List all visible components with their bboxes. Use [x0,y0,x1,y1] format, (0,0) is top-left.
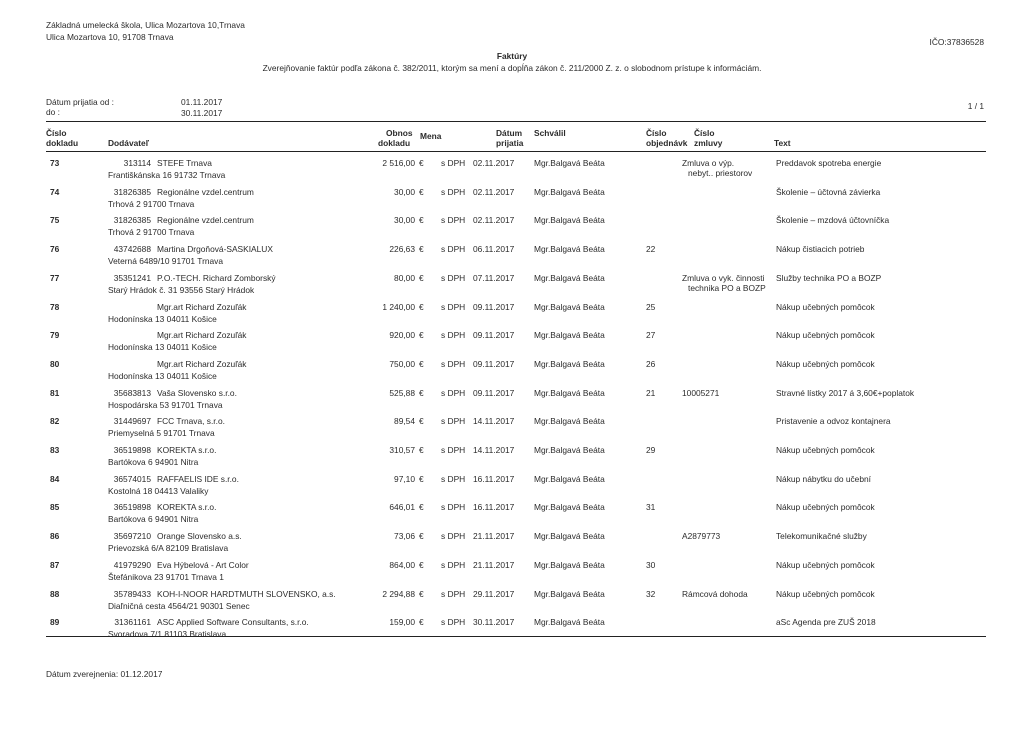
row-supplier-address: Františkánska 16 91732 Trnava [108,170,226,180]
document-title: Faktúry [496,51,528,61]
col-amount-header-2: dokladu [378,138,411,148]
row-invoice-number: 81 [50,387,60,398]
row-invoice-number: 86 [50,531,60,542]
row-description: Nákup nábytku do učební [776,473,871,484]
row-order-number: 31 [646,502,656,513]
row-approved-by: Mgr.Balgavá Beáta [534,330,605,341]
row-approved-by: Mgr.Balgavá Beáta [534,244,605,255]
row-approved-by: Mgr.Balgavá Beáta [534,387,605,398]
row-currency: € [419,502,424,513]
row-amount: 89,54 [394,416,415,427]
row-description: aSc Agenda pre ZUŠ 2018 [776,617,876,628]
row-supplier-address: Bartókova 6 94901 Nitra [108,457,199,467]
row-currency: € [419,531,424,542]
row-description: Školenie – mzdová účtovníčka [776,215,890,226]
row-supplier-name: Eva Hýbelová - Art Color [157,559,249,570]
row-invoice-number: 76 [50,244,60,255]
row-invoice-number: 84 [50,473,60,484]
row-amount: 525,88 [389,387,415,398]
row-amount: 646,01 [389,502,415,513]
row-supplier-name: Mgr.art Richard Zozuľák [157,330,247,341]
row-currency: € [419,330,424,341]
row-received-date: 14.11.2017 [473,445,515,455]
row-invoice-number: 80 [50,358,60,369]
row-order-number: 27 [646,330,656,341]
row-amount: 80,00 [394,272,415,283]
row-received-date: 09.11.2017 [473,387,515,398]
date-from-label: Dátum prijatia od : [46,97,114,107]
row-order-number: 26 [646,358,656,369]
organization-address: Ulica Mozartova 10, 91708 Trnava [46,32,174,42]
row-description: Nákup učebných pomôcok [776,445,875,455]
row-approved-by: Mgr.Balgavá Beáta [534,617,605,628]
header-bottom-rule [46,151,986,152]
row-supplier-name: Vaša Slovensko s.r.o. [157,387,237,398]
col-contract-header-2: zmluvy [694,138,723,148]
row-description: Telekomunikačné služby [776,531,867,542]
row-supplier-address: Štefánikova 23 91701 Trnava 1 [108,571,224,582]
row-supplier-address: Svoradova 7/1 81103 Bratislava [108,629,227,640]
row-amount: 30,00 [394,186,415,197]
row-currency: € [419,272,424,283]
row-currency: € [419,158,424,168]
row-currency: € [419,215,424,226]
row-amount: 226,63 [389,244,415,255]
row-amount: 159,00 [389,617,415,628]
row-supplier-ico: 35789433 [113,588,151,599]
row-supplier-ico: 31361161 [114,617,151,628]
row-order-number: 25 [646,301,656,312]
ico-number: IČO:37836528 [929,37,984,47]
row-supplier-name: Mgr.art Richard Zozuľák [157,358,247,369]
row-invoice-number: 74 [50,186,60,197]
row-description: Nákup učebných pomôcok [776,330,875,341]
row-supplier-ico: 41979290 [113,559,151,570]
row-approved-by: Mgr.Balgavá Beáta [534,301,605,312]
row-invoice-number: 89 [50,617,60,628]
row-supplier-ico: 31826385 [113,215,151,226]
row-received-date: 16.11.2017 [473,502,515,513]
col-date-header-1: Dátum [496,128,523,138]
row-currency: € [419,358,424,369]
row-supplier-address: Hospodárska 53 91701 Trnava [108,399,223,410]
row-supplier-ico: 31449697 [113,416,151,427]
page-number: 1 / 1 [967,101,984,111]
row-contract-number: 10005271 [682,387,720,398]
row-description: Nákup čistiacich potrieb [776,244,865,255]
row-amount: 1 240,00 [382,301,415,312]
row-vat-flag: s DPH [441,158,466,168]
row-vat-flag: s DPH [441,186,466,197]
row-received-date: 02.11.2017 [473,186,515,197]
row-supplier-address: Veterná 6489/10 91701 Trnava [108,256,224,267]
col-amount-header-1: Obnos [386,128,413,138]
row-approved-by: Mgr.Balgavá Beáta [534,215,605,226]
col-number-header-1: Číslo [46,128,67,138]
row-received-date: 21.11.2017 [473,559,515,570]
col-supplier-header: Dodávateľ [108,138,149,148]
row-invoice-number: 79 [50,330,60,341]
row-approved-by: Mgr.Balgavá Beáta [534,473,605,484]
row-vat-flag: s DPH [441,617,466,628]
row-supplier-address: Bartókova 6 94901 Nitra [108,514,199,525]
row-currency: € [419,588,424,599]
row-supplier-ico: 313114 [123,158,151,168]
row-amount: 310,57 [389,445,415,455]
row-received-date: 29.11.2017 [473,588,515,599]
row-supplier-name: Martina Drgoňová-SASKIALUX [157,244,273,255]
row-description: Školenie – účtovná závierka [776,186,881,197]
row-approved-by: Mgr.Balgavá Beáta [534,531,605,542]
row-received-date: 09.11.2017 [473,301,515,312]
row-amount: 750,00 [389,358,415,369]
row-amount: 30,00 [394,215,415,226]
row-order-number: 29 [646,445,656,455]
row-order-number: 22 [646,244,656,255]
row-currency: € [419,244,424,255]
row-description: Nákup učebných pomôcok [776,301,875,312]
row-vat-flag: s DPH [441,330,466,341]
row-invoice-number: 78 [50,301,60,312]
date-to-value: 30.11.2017 [181,108,223,118]
row-invoice-number: 88 [50,588,60,599]
row-vat-flag: s DPH [441,358,466,369]
row-vat-flag: s DPH [441,272,466,283]
row-vat-flag: s DPH [441,531,466,542]
row-supplier-address: Hodonínska 13 04011 Košice [108,370,217,381]
row-supplier-name: STEFE Trnava [157,158,212,168]
col-approved-header: Schválil [534,128,566,138]
row-supplier-address: Trhová 2 91700 Trnava [108,227,195,238]
row-supplier-ico: 36519898 [113,445,151,455]
row-description: Nákup učebných pomôcok [776,588,875,599]
row-supplier-ico: 36574015 [113,473,151,484]
row-amount: 2 294,88 [382,588,415,599]
col-order-header-2: objednávk [646,138,688,148]
row-approved-by: Mgr.Balgavá Beáta [534,158,605,168]
row-vat-flag: s DPH [441,244,466,255]
date-to-label: do : [46,107,60,117]
row-approved-by: Mgr.Balgavá Beáta [534,358,605,369]
row-supplier-ico: 35351241 [113,272,151,283]
col-order-header-1: Číslo [646,128,667,138]
row-contract-number: Zmluva o vyk. činnosti [682,272,765,283]
row-supplier-address: Trhová 2 91700 Trnava [108,198,195,209]
col-text-header: Text [774,138,791,148]
row-supplier-address: Priemyselná 5 91701 Trnava [108,428,215,439]
row-amount: 73,06 [394,531,415,542]
row-supplier-ico: 43742688 [113,244,151,255]
row-currency: € [419,186,424,197]
row-vat-flag: s DPH [441,559,466,570]
row-received-date: 09.11.2017 [473,330,515,341]
row-invoice-number: 82 [50,416,60,427]
row-amount: 97,10 [394,473,415,484]
row-vat-flag: s DPH [441,301,466,312]
row-supplier-ico: 31826385 [113,186,151,197]
row-amount: 864,00 [389,559,415,570]
row-order-number: 21 [646,387,656,398]
row-approved-by: Mgr.Balgavá Beáta [534,186,605,197]
row-description: Služby technika PO a BOZP [776,272,882,283]
row-supplier-name: P.O.-TECH. Richard Zomborský [157,272,276,283]
row-received-date: 14.11.2017 [473,416,515,427]
row-description: Pristavenie a odvoz kontajnera [776,416,891,427]
row-supplier-name: KOREKTA s.r.o. [157,445,217,455]
row-approved-by: Mgr.Balgavá Beáta [534,272,605,283]
row-received-date: 30.11.2017 [473,617,515,628]
row-vat-flag: s DPH [441,387,466,398]
row-invoice-number: 87 [50,559,60,570]
row-supplier-name: Orange Slovensko a.s. [157,531,242,542]
row-received-date: 07.11.2017 [473,272,515,283]
row-amount: 2 516,00 [382,158,415,168]
date-from-value: 01.11.2017 [181,97,223,107]
row-vat-flag: s DPH [441,502,466,513]
row-invoice-number: 75 [50,215,60,226]
row-vat-flag: s DPH [441,416,466,427]
col-number-header-2: dokladu [46,138,79,148]
row-invoice-number: 77 [50,272,60,283]
row-supplier-name: Regionálne vzdel.centrum [157,186,254,197]
row-approved-by: Mgr.Balgavá Beáta [534,416,605,427]
row-order-number: 32 [646,588,656,599]
row-invoice-number: 85 [50,502,60,513]
row-contract-number: Rámcová dohoda [682,588,748,599]
row-currency: € [419,559,424,570]
row-contract-number: A2879773 [682,531,721,542]
row-supplier-ico: 35683813 [113,387,151,398]
row-supplier-address: Diaľničná cesta 4564/21 90301 Senec [108,600,250,611]
row-received-date: 09.11.2017 [473,358,515,369]
row-contract-number-2: technika PO a BOZP [688,282,766,293]
row-description: Nákup učebných pomôcok [776,358,875,369]
row-vat-flag: s DPH [441,588,466,599]
header-top-rule [46,121,986,122]
row-supplier-ico: 35697210 [113,531,151,542]
row-approved-by: Mgr.Balgavá Beáta [534,559,605,570]
row-invoice-number: 83 [50,445,60,455]
row-description: Stravné lístky 2017 á 3,60€+poplatok [776,387,915,398]
col-contract-header-1: Číslo [694,128,715,138]
row-supplier-ico: 36519898 [113,502,151,513]
row-supplier-address: Kostolná 18 04413 Valaliky [108,485,209,496]
row-currency: € [419,301,424,312]
row-contract-number-2: nebyt.. priestorov [688,168,753,178]
row-received-date: 02.11.2017 [473,215,515,226]
row-invoice-number: 73 [50,158,60,168]
row-received-date: 06.11.2017 [473,244,515,255]
row-supplier-address: Starý Hrádok č. 31 93556 Starý Hrádok [108,284,255,295]
row-vat-flag: s DPH [441,215,466,226]
row-approved-by: Mgr.Balgavá Beáta [534,588,605,599]
row-supplier-address: Hodonínska 13 04011 Košice [108,342,217,353]
publication-date: Dátum zverejnenia: 01.12.2017 [46,669,163,679]
row-currency: € [419,617,424,628]
row-currency: € [419,387,424,398]
row-received-date: 16.11.2017 [473,473,515,484]
row-vat-flag: s DPH [441,445,466,455]
col-date-header-2: prijatia [496,138,524,148]
row-supplier-name: KOH-I-NOOR HARDTMUTH SLOVENSKO, a.s. [157,588,336,599]
row-supplier-name: Mgr.art Richard Zozuľák [157,301,247,312]
row-contract-number: Zmluva o výp. [682,158,735,168]
row-supplier-name: ASC Applied Software Consultants, s.r.o. [157,617,309,628]
row-supplier-name: RAFFAELIS IDE s.r.o. [157,473,239,484]
row-supplier-name: KOREKTA s.r.o. [157,502,217,513]
row-currency: € [419,445,424,455]
row-received-date: 21.11.2017 [473,531,515,542]
row-amount: 920,00 [389,330,415,341]
row-supplier-address: Hodonínska 13 04011 Košice [108,313,217,324]
row-approved-by: Mgr.Balgavá Beáta [534,445,605,455]
row-currency: € [419,416,424,427]
row-supplier-address: Prievozská 6/A 82109 Bratislava [108,543,229,554]
row-supplier-name: Regionálne vzdel.centrum [157,215,254,226]
organization-name: Základná umelecká škola, Ulica Mozartova 10,Trnava [46,20,245,30]
row-vat-flag: s DPH [441,473,466,484]
row-currency: € [419,473,424,484]
row-order-number: 30 [646,559,656,570]
row-description: Nákup učebných pomôcok [776,502,875,513]
row-received-date: 02.11.2017 [473,158,515,168]
table-bottom-rule [46,636,986,637]
col-currency-header: Mena [420,131,442,141]
row-description: Preddavok spotreba energie [776,158,882,168]
document-subtitle: Zverejňovanie faktúr podľa zákona č. 382/2011, ktorým sa mení a dopĺňa zákon č. 211/2000 Z. z. o slobodnom prístupe k informáciám. [262,63,762,73]
row-supplier-name: FCC Trnava, s.r.o. [157,416,225,427]
row-description: Nákup učebných pomôcok [776,559,875,570]
row-approved-by: Mgr.Balgavá Beáta [534,502,605,513]
